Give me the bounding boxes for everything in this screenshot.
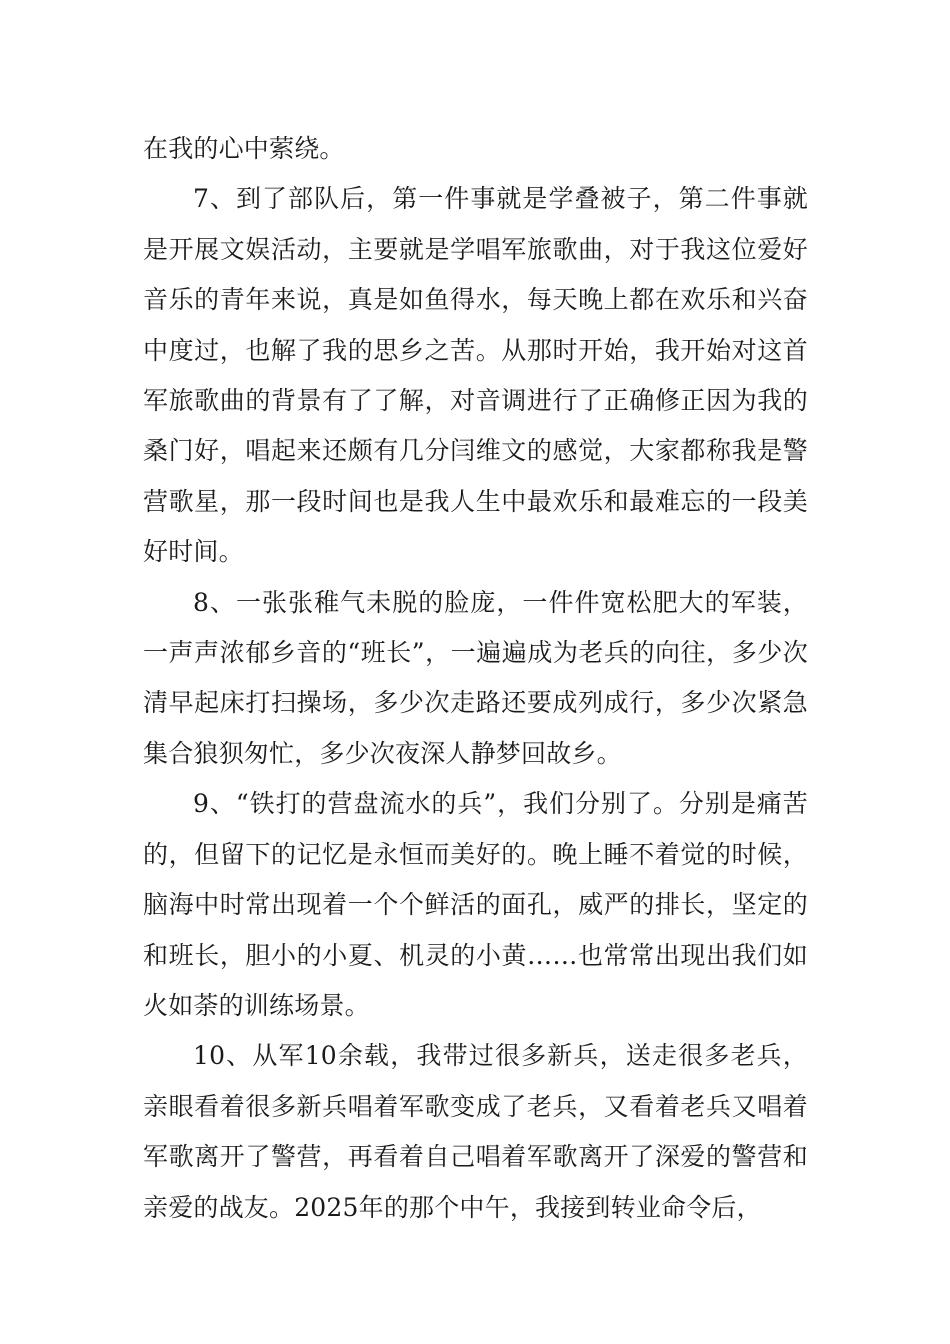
paragraph-8: 8、一张张稚气未脱的脸庞，一件件宽松肥大的军装，一声声浓郁乡音的“班长”，一遍遍成为老兵的向往，多少次清早起床打扫操场，多少次走路还要成列成行，多少次紧急集合狼狈匆忙，多少次夜深人静梦回故乡。 xyxy=(143,587,808,768)
paragraph-continuation: 在我的心中萦绕。 xyxy=(143,134,345,163)
paragraph-7: 7、到了部队后，第一件事就是学叠被子，第二件事就是开展文娱活动，主要就是学唱军旅歌曲，对于我这位爱好音乐的青年来说，真是如鱼得水，每天晚上都在欢乐和兴奋中度过，也解了我的思乡之苦。从那时开始，我开始对这首军旅歌曲的背景有了了解，对音调进行了正确修正因为我的桑门好，唱起来还颇有几分闫维文的感觉，大家都称我是警营歌星，那一段时间也是我人生中最欢乐和最难忘的一段美好时间。 xyxy=(143,184,808,567)
document-body xyxy=(143,124,808,1233)
paragraph-9: 9、“铁打的营盘流水的兵”，我们分别了。分别是痛苦的，但留下的记忆是永恒而美好的。晚上睡不着觉的时候，脑海中时常出现着一个个鲜活的面孔，威严的排长，坚定的和班长，胆小的小夏、机灵的小黄……也常常出现出我们如火如荼的训练场景。 xyxy=(143,789,808,1020)
paragraph-10: 10、从军10余载，我带过很多新兵，送走很多老兵，亲眼看着很多新兵唱着军歌变成了老兵，又看着老兵又唱着军歌离开了警营，再看着自己唱着军歌离开了深爱的警营和亲爱的战友。2025年的那个中午，我接到转业命令后， xyxy=(143,1041,808,1222)
